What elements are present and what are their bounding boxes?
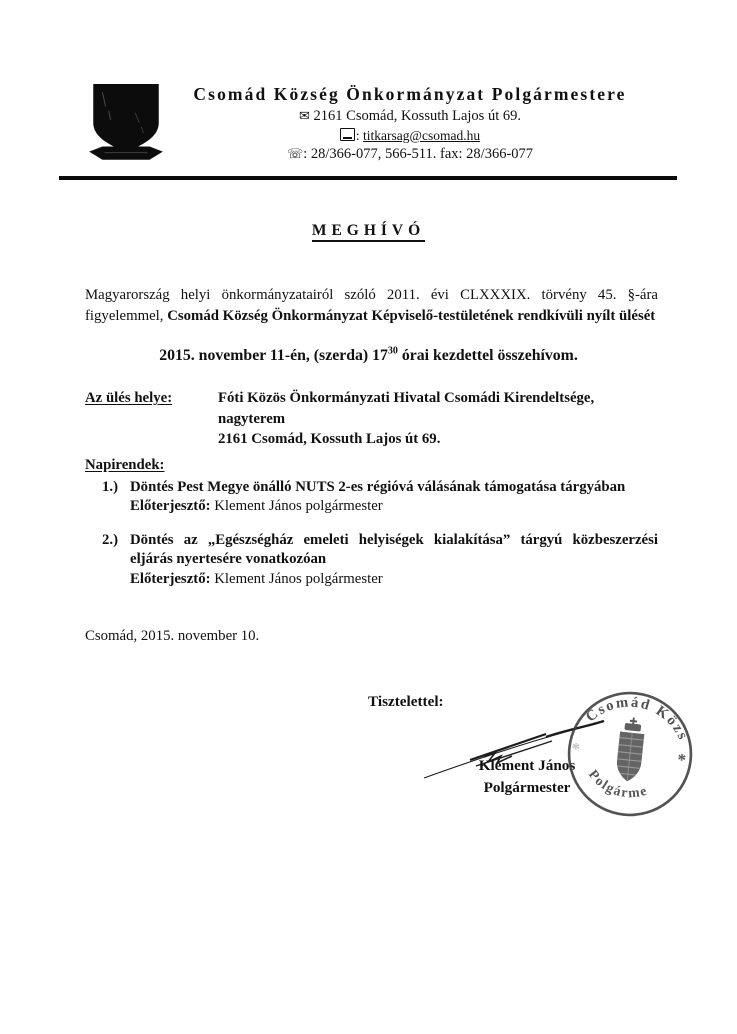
agenda-item-presenter: [85, 497, 658, 517]
salutation: Tisztelettel:: [368, 693, 444, 710]
stamp-star-left: *: [570, 738, 581, 759]
phone-text: 28/366-077, 566-511. fax: 28/366-077: [310, 146, 534, 162]
address-line: [150, 108, 670, 125]
svg-text:Polgárme: [584, 766, 652, 803]
meeting-place: [85, 388, 658, 450]
doc-title-wrap: [0, 222, 737, 240]
agenda-section: [85, 456, 658, 589]
computer-icon: [340, 128, 355, 141]
closing-dateline: Csomád, 2015. november 10.: [85, 628, 260, 644]
agenda-heading: Napirendek:: [85, 457, 165, 473]
agenda-item-number: 2.): [102, 531, 119, 548]
agenda-item: [85, 478, 658, 517]
agenda-item-presenter: [85, 570, 658, 590]
phone-separator: :: [303, 146, 308, 162]
presenter-name: Klement János polgármester: [210, 498, 383, 514]
org-title: Csomád Község Önkormányzat Polgármestere: [193, 84, 627, 104]
intro-normal: Magyarország helyi önkormányzatairól szóló 2011. évi CLXXXIX. törvény 45. §-ára figyelemmel,: [85, 286, 658, 325]
agenda-item-number: 1.): [102, 478, 119, 495]
doc-title: MEGHÍVÓ: [312, 222, 425, 242]
meeting-place-label: Az ülés helye:: [85, 390, 173, 406]
letterhead-text: [150, 84, 670, 163]
intro-paragraph: [85, 285, 658, 328]
official-stamp: [556, 680, 703, 827]
presenter-name: Klement János polgármester: [210, 570, 383, 587]
address-text: 2161 Csomád, Kossuth Lajos út 69.: [313, 108, 521, 124]
letterhead: [0, 82, 737, 177]
datetime-pre: 2015. november 11-én, (szerda) 17: [159, 347, 388, 364]
email-line: [150, 127, 670, 144]
presenter-label: Előterjesztő:: [130, 570, 211, 587]
meeting-place-line: Fóti Közös Önkormányzati Hivatal Csomádi Kirendeltsége,: [218, 390, 595, 406]
email-separator: :: [355, 128, 360, 143]
stamp-coat-of-arms: [615, 716, 646, 782]
meeting-place-value: [218, 388, 658, 450]
intro-bold: Csomád Község Önkormányzat Képviselő-testületének rendkívüli nyílt ülését: [167, 308, 656, 325]
meeting-datetime: [0, 347, 737, 365]
stamp-top-text: Csomád Közs: [583, 694, 692, 744]
agenda-item-title: Döntés Pest Megye önálló NUTS 2-es régióvá válásának támogatása tárgyában: [130, 478, 626, 495]
phone-line: [150, 146, 670, 163]
agenda-item-title: Döntés az „Egészségház emeleti helyiségek kialakítása” tárgyú közbeszerzési eljárás nyertesére vonatkozóan: [130, 531, 658, 567]
stamp-star-right: *: [676, 750, 687, 770]
signer-name: Klement János: [478, 757, 576, 774]
signer-title: Polgármester: [483, 778, 571, 796]
stamp-bottom-text: Polgárme: [585, 766, 650, 801]
header-divider: [59, 176, 677, 180]
email-link[interactable]: titkarsag@csomad.hu: [363, 128, 481, 143]
datetime-superscript: 30: [387, 345, 398, 357]
agenda-item: [85, 531, 658, 590]
envelope-icon: ✉: [299, 109, 310, 124]
presenter-label: Előterjesztő:: [130, 498, 211, 514]
meeting-place-line: nagyterem: [218, 410, 286, 427]
phone-icon: ☏: [286, 147, 304, 162]
meeting-place-line: 2161 Csomád, Kossuth Lajos út 69.: [218, 431, 441, 447]
datetime-post: órai kezdettel összehívom.: [397, 347, 578, 364]
